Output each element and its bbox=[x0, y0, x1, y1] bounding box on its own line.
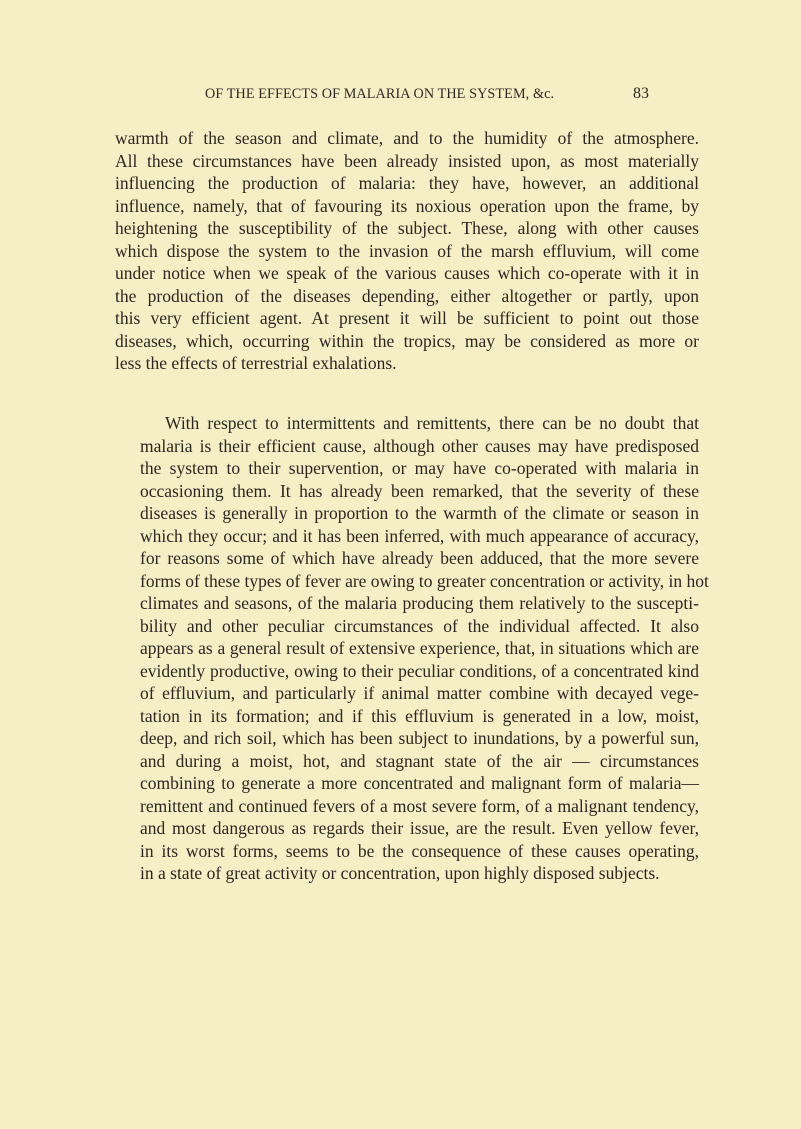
text-line: remittent and continued fevers of a most severe form, of a malignant tendency, bbox=[140, 795, 699, 816]
text-line: the production of the diseases depending, either altogether or partly, upon bbox=[115, 285, 699, 306]
text-line: evidently productive, owing to their peculiar conditions, of a concentrated kind bbox=[140, 660, 699, 681]
text-line: this very efficient agent. At present it will be sufficient to point out those bbox=[115, 308, 699, 328]
text-line: warmth of the season and climate, and to the humidity of the atmosphere. bbox=[115, 128, 699, 148]
text-line: of effluvium, and particularly if animal matter combine with decayed vege- bbox=[140, 683, 699, 703]
text-line: occasioning them. It has already been remarked, that the severity of these bbox=[140, 480, 699, 501]
text-line: for reasons some of which have already been adduced, that the more severe bbox=[140, 548, 699, 568]
text-line: heightening the susceptibility of the subject. These, along with other causes bbox=[115, 218, 699, 238]
text-line: malaria is their efficient cause, although other causes may have predisposed bbox=[140, 435, 699, 456]
text-line: influence, namely, that of favouring its noxious operation upon the frame, by bbox=[115, 195, 699, 216]
text-line: With respect to intermittents and remittents, there can be no doubt that bbox=[165, 413, 699, 433]
text-line: and most dangerous as regards their issue, are the result. Even yellow fever, bbox=[140, 818, 699, 838]
paragraph-2 bbox=[115, 412, 709, 885]
running-title: OF THE EFFECTS OF MALARIA ON THE SYSTEM, &c. bbox=[205, 86, 555, 102]
text-line: the system to their supervention, or may have co-operated with malaria in bbox=[140, 458, 699, 478]
text-line: combining to generate a more concentrated and malignant form of malaria— bbox=[140, 773, 699, 793]
text-line: in its worst forms, seems to be the consequence of these causes operating, bbox=[140, 840, 699, 861]
text-line: All these circumstances have been already insisted upon, as most materially bbox=[115, 150, 699, 171]
text-line: and during a moist, hot, and stagnant state of the air — circumstances bbox=[140, 750, 699, 771]
text-line: diseases, which, occurring within the tropics, may be considered as more or bbox=[115, 330, 699, 351]
text-line: tation in its formation; and if this effluvium is generated in a low, moist, bbox=[140, 705, 699, 726]
text-line: deep, and rich soil, which has been subject to inundations, by a powerful sun, bbox=[140, 728, 699, 748]
text-line: under notice when we speak of the various causes which co-operate with it in bbox=[115, 263, 699, 283]
text-line: climates and seasons, of the malaria producing them relatively to the suscepti- bbox=[140, 593, 699, 613]
body-text bbox=[115, 127, 709, 885]
text-line: bility and other peculiar circumstances of the individual affected. It also bbox=[140, 615, 699, 636]
text-line: which dispose the system to the invasion of the marsh effluvium, will come bbox=[115, 240, 699, 261]
text-line: diseases is generally in proportion to the warmth of the climate or season in bbox=[140, 503, 699, 523]
text-line: which they occur; and it has been inferred, with much appearance of accuracy, bbox=[140, 525, 699, 546]
text-line: influencing the production of malaria: they have, however, an additional bbox=[115, 173, 699, 193]
paragraph-1 bbox=[115, 127, 699, 397]
page-number: 83 bbox=[633, 85, 649, 102]
text-line: forms of these types of fever are owing to greater concentration or activity, in hot bbox=[140, 570, 709, 591]
text-line: in a state of great activity or concentration, upon highly disposed subjects. bbox=[140, 863, 660, 883]
text-line: less the effects of terrestrial exhalations. bbox=[115, 353, 397, 373]
text-line: appears as a general result of extensive experience, that, in situations which are bbox=[140, 638, 699, 658]
